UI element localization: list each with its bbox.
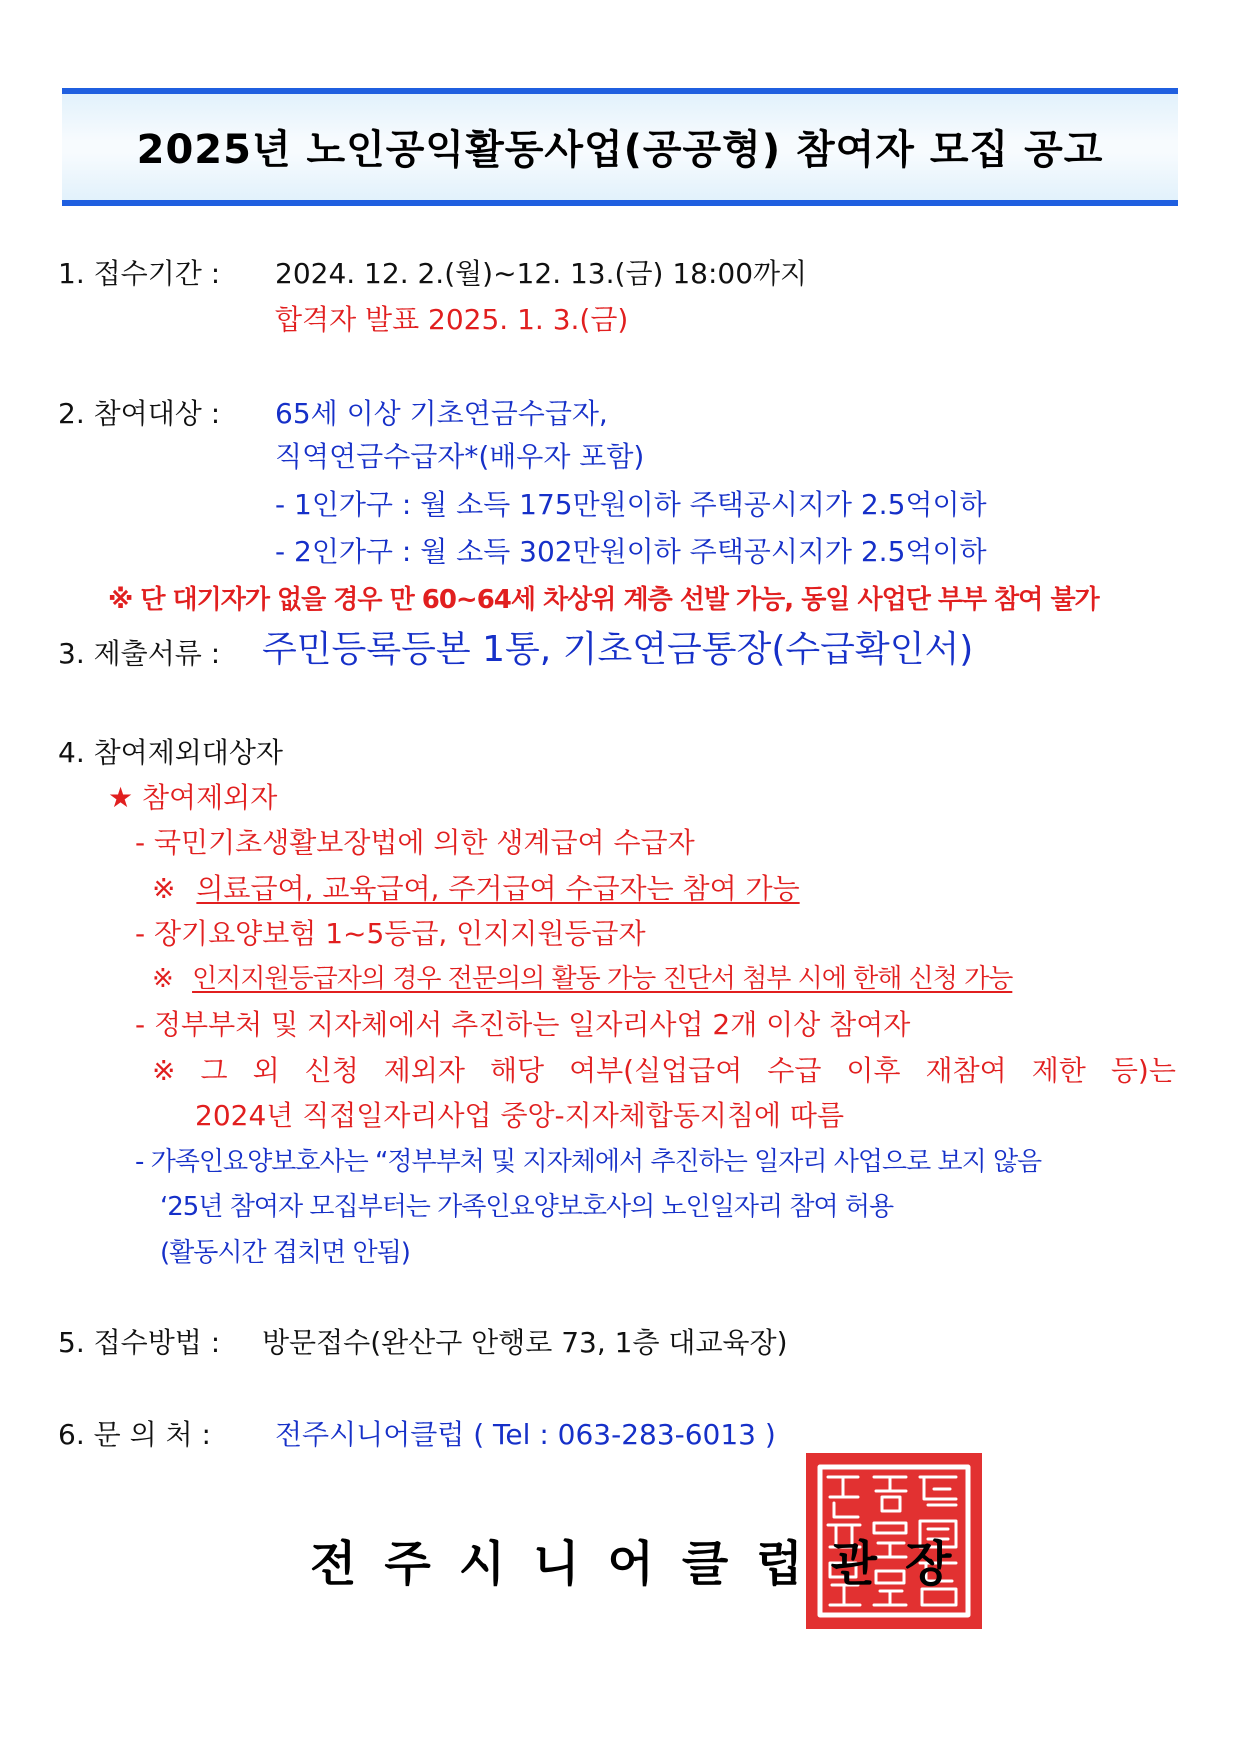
family-caregiver-line-3: (활동시간 겹치면 안됨)	[160, 1238, 410, 1268]
eligibility-two-person-household: - 2인가구 : 월 소득 302만원이하 주택공시지가 2.5억이하	[275, 535, 987, 568]
eligibility-single-household: - 1인가구 : 월 소득 175만원이하 주택공시지가 2.5억이하	[275, 488, 987, 521]
note-word: 신청	[304, 1054, 359, 1087]
exclusion-note-1	[152, 872, 800, 906]
issuer-signature: 전주시니어클럽관장	[310, 1536, 980, 1592]
note-mark: ※	[152, 872, 176, 905]
note-word: 재참여	[925, 1054, 1007, 1087]
section-6-label: 6. 문 의 처 :	[58, 1418, 211, 1451]
exclusion-note-2-text: 인지지원등급자의 경우 전문의의 활동 가능 진단서 첨부 시에 한해 신청 가능	[192, 964, 1013, 994]
title-banner	[62, 88, 1178, 206]
note-word: 제외자	[383, 1054, 465, 1087]
note-word: ※	[152, 1054, 176, 1087]
eligibility-line-2: 직역연금수급자*(배우자 포함)	[275, 440, 645, 473]
note-word: 그	[200, 1054, 228, 1087]
exclusion-note-3-line-2: 2024년 직접일자리사업 중앙-지자체합동지침에 따름	[195, 1099, 845, 1132]
family-caregiver-line-1: - 가족인요양보호사는 “정부부처 및 지자체에서 추진하는 일자리 사업으로 보지 않음	[135, 1147, 1042, 1177]
exclusion-heading: ★ 참여제외자	[108, 781, 278, 814]
section-3-label: 3. 제출서류 :	[58, 637, 221, 670]
exclusion-note-2	[152, 962, 1012, 996]
eligibility-line-1: 65세 이상 기초연금수급자,	[275, 397, 608, 430]
eligibility-note: ※ 단 대기자가 없을 경우 만 60~64세 차상위 계층 선발 가능, 동일 사업단 부부 참여 불가	[108, 585, 1099, 615]
exclusion-note-3-line-1	[152, 1054, 1176, 1088]
contact-info: 전주시니어클럽 ( Tel : 063-283-6013 )	[275, 1418, 776, 1451]
title-bottom-rule	[62, 200, 1178, 206]
note-word: 여부(실업급여	[569, 1054, 743, 1087]
section-1-label: 1. 접수기간 :	[58, 257, 221, 290]
exclusion-item-3: - 정부부처 및 지자체에서 추진하는 일자리사업 2개 이상 참여자	[135, 1008, 911, 1041]
result-announcement: 합격자 발표 2025. 1. 3.(금)	[275, 303, 629, 336]
required-documents: 주민등록등본 1통, 기초연금통장(수급확인서)	[262, 629, 974, 670]
exclusion-note-1-text: 의료급여, 교육급여, 주거급여 수급자는 참여 가능	[196, 872, 800, 905]
note-word: 제한	[1031, 1054, 1086, 1087]
note-word: 외	[252, 1054, 280, 1087]
section-5-label: 5. 접수방법 :	[58, 1326, 221, 1359]
note-word: 수급	[767, 1054, 822, 1087]
section-4-label: 4. 참여제외대상자	[58, 736, 283, 769]
family-caregiver-line-2: ‘25년 참여자 모집부터는 가족인요양보호사의 노인일자리 참여 허용	[160, 1192, 894, 1222]
application-period: 2024. 12. 2.(월)∼12. 13.(금) 18:00까지	[275, 257, 808, 290]
page-title: 2025년 노인공익활동사업(공공형) 참여자 모집 공고	[136, 127, 1104, 173]
note-word: 이후	[846, 1054, 901, 1087]
section-2-label: 2. 참여대상 :	[58, 397, 221, 430]
note-word: 등)는	[1110, 1054, 1176, 1087]
title-top-rule	[62, 88, 1178, 94]
note-word: 해당	[489, 1054, 545, 1087]
exclusion-item-1: - 국민기초생활보장법에 의한 생계급여 수급자	[135, 826, 695, 859]
application-method: 방문접수(완산구 안행로 73, 1층 대교육장)	[262, 1326, 788, 1359]
exclusion-item-2: - 장기요양보험 1~5등급, 인지지원등급자	[135, 917, 646, 950]
note-mark: ※	[152, 964, 173, 994]
